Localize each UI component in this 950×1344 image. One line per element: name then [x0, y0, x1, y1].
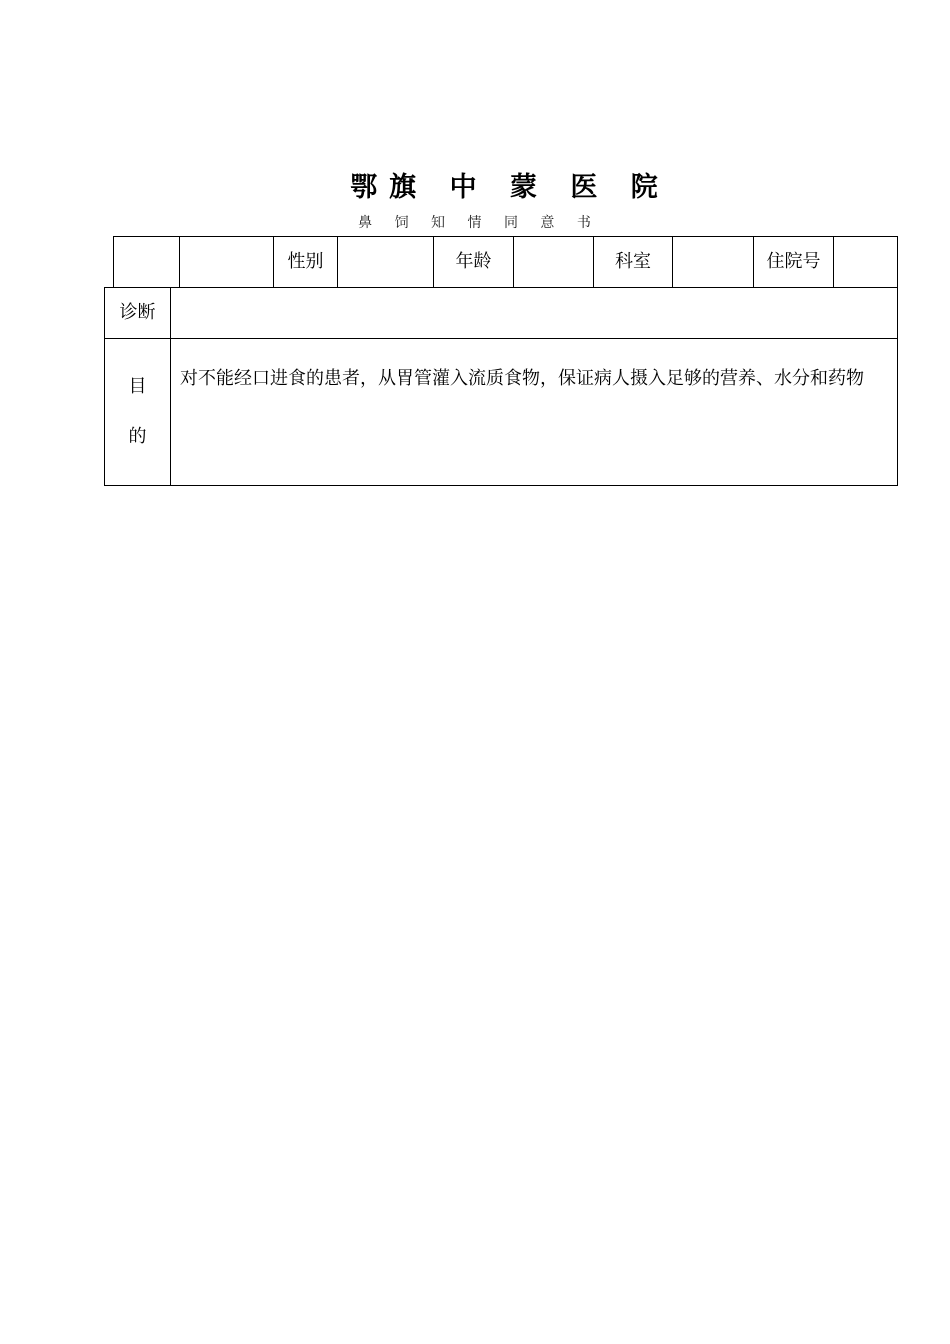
- purpose-label-char-2: 的: [128, 426, 147, 447]
- admission-no-label: 住院号: [766, 251, 821, 272]
- purpose-text-cell: [170, 338, 898, 486]
- gender-label: 性别: [287, 251, 324, 272]
- gender-label-cell: [273, 236, 338, 288]
- gender-value-cell[interactable]: [337, 236, 434, 288]
- name-label-cell: [113, 236, 180, 288]
- purpose-label-cell: [104, 338, 171, 486]
- department-label-cell: [593, 236, 673, 288]
- purpose-text: 对不能经口进食的患者，从胃管灌入流质食物，保证病人摄入足够的营养、水分和药物: [180, 368, 864, 389]
- diagnosis-label-cell: [104, 287, 171, 339]
- diagnosis-label: 诊断: [119, 302, 156, 323]
- admission-no-label-cell: [753, 236, 834, 288]
- form-title: 鼻 饲 知 情 同 意 书: [358, 215, 600, 231]
- purpose-label-char-1: 目: [128, 376, 147, 397]
- age-label-cell: [433, 236, 514, 288]
- age-value-cell[interactable]: [513, 236, 594, 288]
- department-label: 科室: [615, 251, 651, 272]
- admission-no-value-cell[interactable]: [833, 236, 898, 288]
- age-label: 年龄: [455, 251, 492, 272]
- name-value-cell[interactable]: [179, 236, 274, 288]
- hospital-name: 鄂旗 中 蒙 医 院: [350, 172, 670, 203]
- department-value-cell[interactable]: [672, 236, 754, 288]
- diagnosis-value-cell[interactable]: [170, 287, 898, 339]
